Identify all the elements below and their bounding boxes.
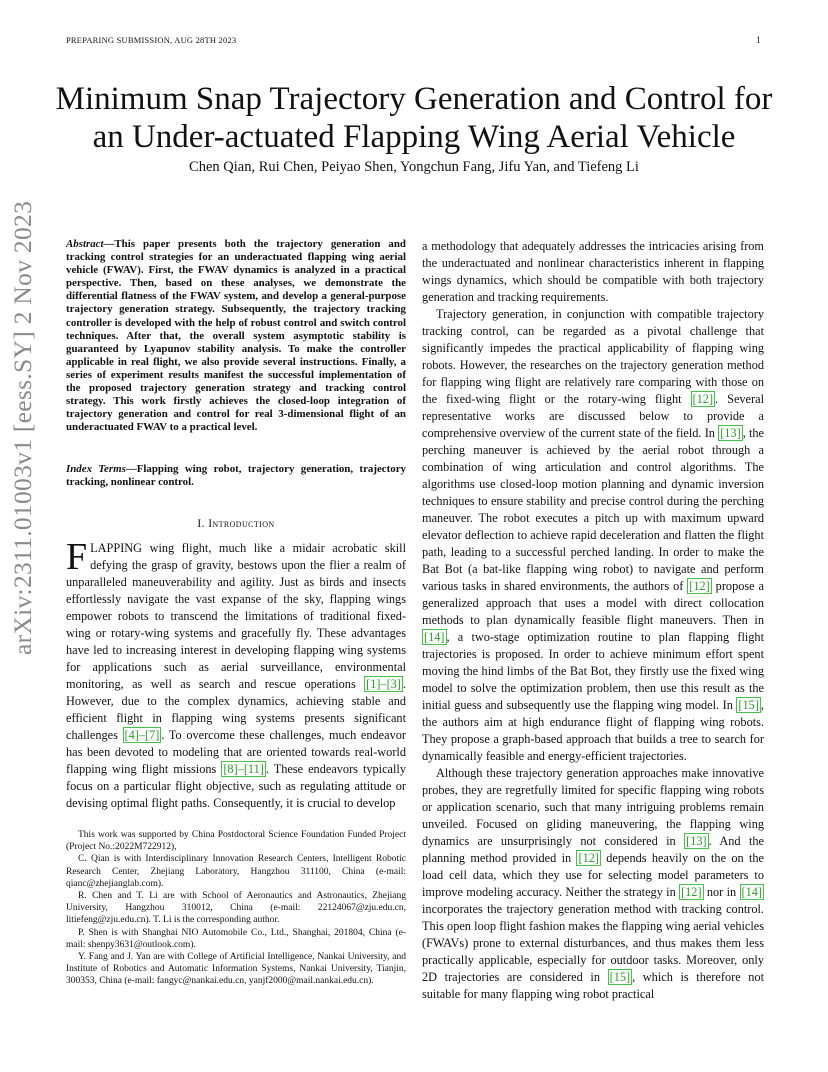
citation-link[interactable]: [1]–[3] xyxy=(366,677,401,691)
citation-link[interactable]: [13] xyxy=(686,834,707,848)
citation-link[interactable]: [12] xyxy=(681,885,702,899)
author-list: Chen Qian, Rui Chen, Peiyao Shen, Yongchun Fang, Jifu Yan, and Tiefeng Li xyxy=(189,159,639,175)
drop-cap: F xyxy=(66,536,88,578)
citation-link[interactable]: [8]–[11] xyxy=(223,762,264,776)
arxiv-stamp-text: arXiv:2311.01003v1 [eess.SY] 2 Nov 2023 xyxy=(8,200,37,655)
right-column xyxy=(422,238,764,1003)
footnote: C. Qian is with Interdisciplinary Innovation Research Centers, Intelligent Robotic Research Center, Zhejiang Laboratory, Hangzhou 311100, China (e-mail: qianc@zhejianglab.com). xyxy=(66,854,406,889)
footnotes xyxy=(66,829,406,988)
citation-link[interactable]: [12] xyxy=(689,579,710,593)
body-text: , the authors aim at high endurance flight of flapping wing robots. They propose a graph-based approach that builds a tree to search for dynamically feasible and energy-efficient trajectories. xyxy=(422,698,764,763)
body-paragraph xyxy=(422,765,764,1003)
body-text: propose a generalized approach that uses a model with direct collocation methods to plan dynamically feasible flight maneuvers. Then in xyxy=(422,579,764,627)
abstract xyxy=(66,238,406,434)
index-terms-text: —Flapping wing robot, trajectory generation, trajectory tracking, nonlinear control. xyxy=(66,463,406,489)
body-text: depends heavily on the on the load cell data, which they use for selecting model parameters to improve modeling accuracy. Neither the strategy in xyxy=(422,851,764,899)
intro-paragraph xyxy=(66,536,406,812)
citation-link[interactable]: [12] xyxy=(578,851,599,865)
abstract-label: Abstract xyxy=(66,238,104,250)
body-paragraph: a methodology that adequately addresses the intricacies arising from the underactuated and nonlinear characteristics inherent in flapping wings dynamics, which should be compatible with both trajectory generation and tracking requirements. xyxy=(422,239,764,304)
section-heading xyxy=(66,518,406,530)
intro-text: . These endeavors typically focus on a particular flight objective, such as regulating attitude or devising optimal flight paths. Consequently, it is crucial to develop xyxy=(66,762,406,810)
footnote: Y. Fang and J. Yan are with College of Artificial Intelligence, Nankai University, and Institute of Robotics and Automatic Information Systems, Nankai University, Tianjin, 300353, China (e-mail: fangyc@nankai.edu.cn, yanjf2000@mail.nankai.edu.cn). xyxy=(66,952,406,987)
body-text: Trajectory generation, in conjunction with compatible trajectory tracking control, can be regarded as a pivotal challenge that significantly impedes the practical applicability of flapping wing robots. However, the researches on the trajectory generation method for flapping wing flight are relatively rare comparing with those on the fixed-wing flight or the rotary-wing flight xyxy=(422,307,764,406)
citation-link[interactable]: [14] xyxy=(424,630,445,644)
citation-link[interactable]: [12] xyxy=(692,392,714,406)
body-paragraph xyxy=(422,306,764,765)
page-number: 1 xyxy=(756,35,761,45)
section-title: Introduction xyxy=(208,518,275,530)
footnote: R. Chen and T. Li are with School of Aeronautics and Astronautics, Zhejiang University, Hangzhou 310012, China (e-mail: 22124067@zju.edu.cn, litiefeng@zju.edu.cn). T. Li is the corresponding author. xyxy=(66,891,406,926)
abstract-text: —This paper presents both the trajectory generation and tracking control strategies for an underactuated flapping wing aerial vehicle (FWAV). First, the FWAV dynamics is analyzed in a practical perspective. Then, based on these analyses, we demonstrate the differential flatness of the FWAV system, and develop a general-purpose trajectory generation strategy. Subsequently, the trajectory tracking controller is developed with the help of robust control and switch control techniques. After that, the overall system asymptotic stability is guaranteed by Lyapunov stability analysis. To make the controller applicable in real flight, we also provide several instructions. Finally, a series of experiment results manifest the successful implementation of the proposed trajectory generation strategy and tracking control strategy. This work firstly achieves the closed-loop integration of trajectory generation and control for real 3-dimensional flight of an underactuated FWAV to a practical level. xyxy=(66,238,406,434)
body-text: , which is therefore not suitable for many flapping wing robot practical xyxy=(422,970,764,1001)
body-text: , the perching maneuver is achieved by the aerial robot through a combination of wing articulation and control algorithms. The algorithms use closed-loop motion planning and dynamic inversion techniques to ensure stability and precise control during the perching maneuver. The robot executes a pitch up with maximum upward elevator deflection to achieve rapid deceleration and flatten the flight path, leading to a successful perched landing. In order to make the Bat Bot (a bat-like flapping wing robot) to navigate and perform various tasks in shared environments, the authors of xyxy=(422,426,765,593)
body-text: . And the planning method provided in xyxy=(422,834,764,865)
intro-text: LAPPING wing flight, much like a midair acrobatic skill defying the grasp of gravity, bestows upon the flier a realm of unparalleled maneuverability and agility. Just as birds and insects effortlessly navigate the vast expanse of the sky, flapping wings empower robots to transcend the limitations of traditional fixed-wing or rotary-wing systems and gracefully fly. These advantages have led to increasing interest in developing flapping wing systems for applications such as aerial surveillance, environmental monitoring, as well as search and rescue operations xyxy=(66,541,406,691)
body-text: nor in xyxy=(703,885,740,899)
footnote: This work was supported by China Postdoctoral Science Foundation Funded Project (Project No.:2022M722912), xyxy=(66,830,406,853)
body-text: . Several representative works are discussed below to provide a comprehensive overview of the current state of the field. In xyxy=(422,392,764,440)
section-number: I. xyxy=(197,518,205,530)
intro-text: . To overcome these challenges, much endeavor has been devoted to modeling that are oriented towards real-world flapping wing flight missions xyxy=(66,728,406,776)
citation-link[interactable]: [15] xyxy=(609,970,631,984)
footnote: P. Shen is with Shanghai NIO Automobile Co., Ltd., Shanghai, 201804, China (e-mail: shenpy3631@outlook.com). xyxy=(66,927,406,950)
paper-title: Minimum Snap Trajectory Generation and Control for an Under-actuated Flapping Wing Aerial Vehicle xyxy=(55,81,773,155)
citation-link[interactable]: [13] xyxy=(720,426,741,440)
running-head: PREPARING SUBMISSION, AUG 28TH 2023 xyxy=(66,35,237,45)
body-text: Although these trajectory generation approaches make innovative probes, they are regretfully limited for specific flapping wing robots or application scenario, such that many intriguing problems remain unveiled. Focused on gliding maneuvering, the flapping wing dynamics are unsurprisingly not considered in xyxy=(422,766,764,848)
index-terms-label: Index Terms xyxy=(66,463,126,475)
citation-link[interactable]: [4]–[7] xyxy=(124,728,160,742)
body-text: , a two-stage optimization routine to plan flapping flight trajectories is proposed. In order to achieve minimum effort spent moving the hind limbs of the Bat Bot, they firstly use the fixed wing model to solve the optimization problem, then use this result as the initial guess and subsequently use the flapping wing model. In xyxy=(422,630,764,712)
citation-link[interactable]: [14] xyxy=(741,885,762,899)
index-terms xyxy=(66,463,406,489)
intro-text: . However, due to the complex dynamics, achieving stable and efficient flight in flapping wing systems presents significant challenges xyxy=(66,677,406,742)
citation-link[interactable]: [15] xyxy=(738,698,759,712)
body-text: incorporates the trajectory generation method with tracking control. This open loop flight fashion makes the flapping wing aerial vehicles (FWAVs) prone to external disturbances, and thus makes them less practically applicable, especially for outdoor tasks. Moreover, only 2D trajectories are considered in xyxy=(422,902,764,984)
